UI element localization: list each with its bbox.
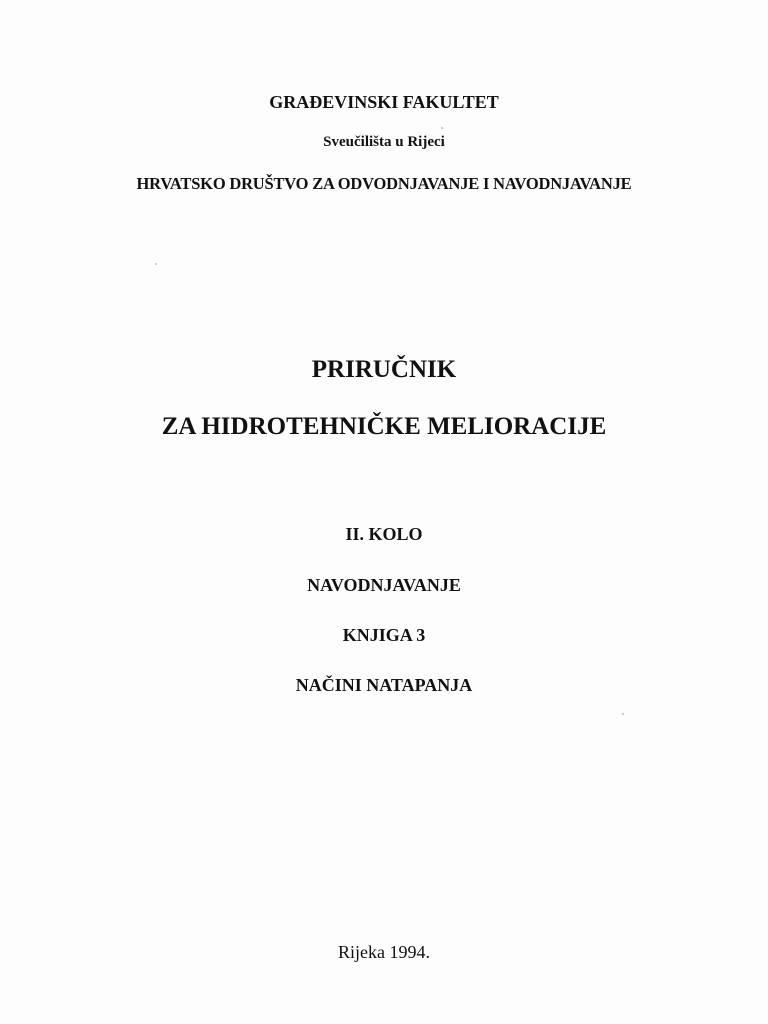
place-year: Rijeka 1994. (338, 942, 430, 962)
society-name: HRVATSKO DRUŠTVO ZA ODVODNJAVANJE I NAVODNJAVANJE (136, 174, 632, 193)
series-subject: NAČINI NATAPANJA (295, 675, 473, 695)
scan-speck (441, 127, 443, 129)
document-title: PRIRUČNIK (311, 356, 457, 383)
series-book: KNJIGA 3 (342, 625, 426, 645)
university-name: Sveučilišta u Rijeci (323, 134, 445, 150)
series-field: NAVODNJAVANJE (307, 575, 461, 595)
series-kolo: II. KOLO (345, 524, 423, 544)
scan-speck (622, 713, 624, 715)
scan-speck (155, 263, 157, 265)
document-subtitle: ZA HIDROTEHNIČKE MELIORACIJE (161, 413, 607, 440)
faculty-name: GRAĐEVINSKI FAKULTET (269, 92, 499, 112)
